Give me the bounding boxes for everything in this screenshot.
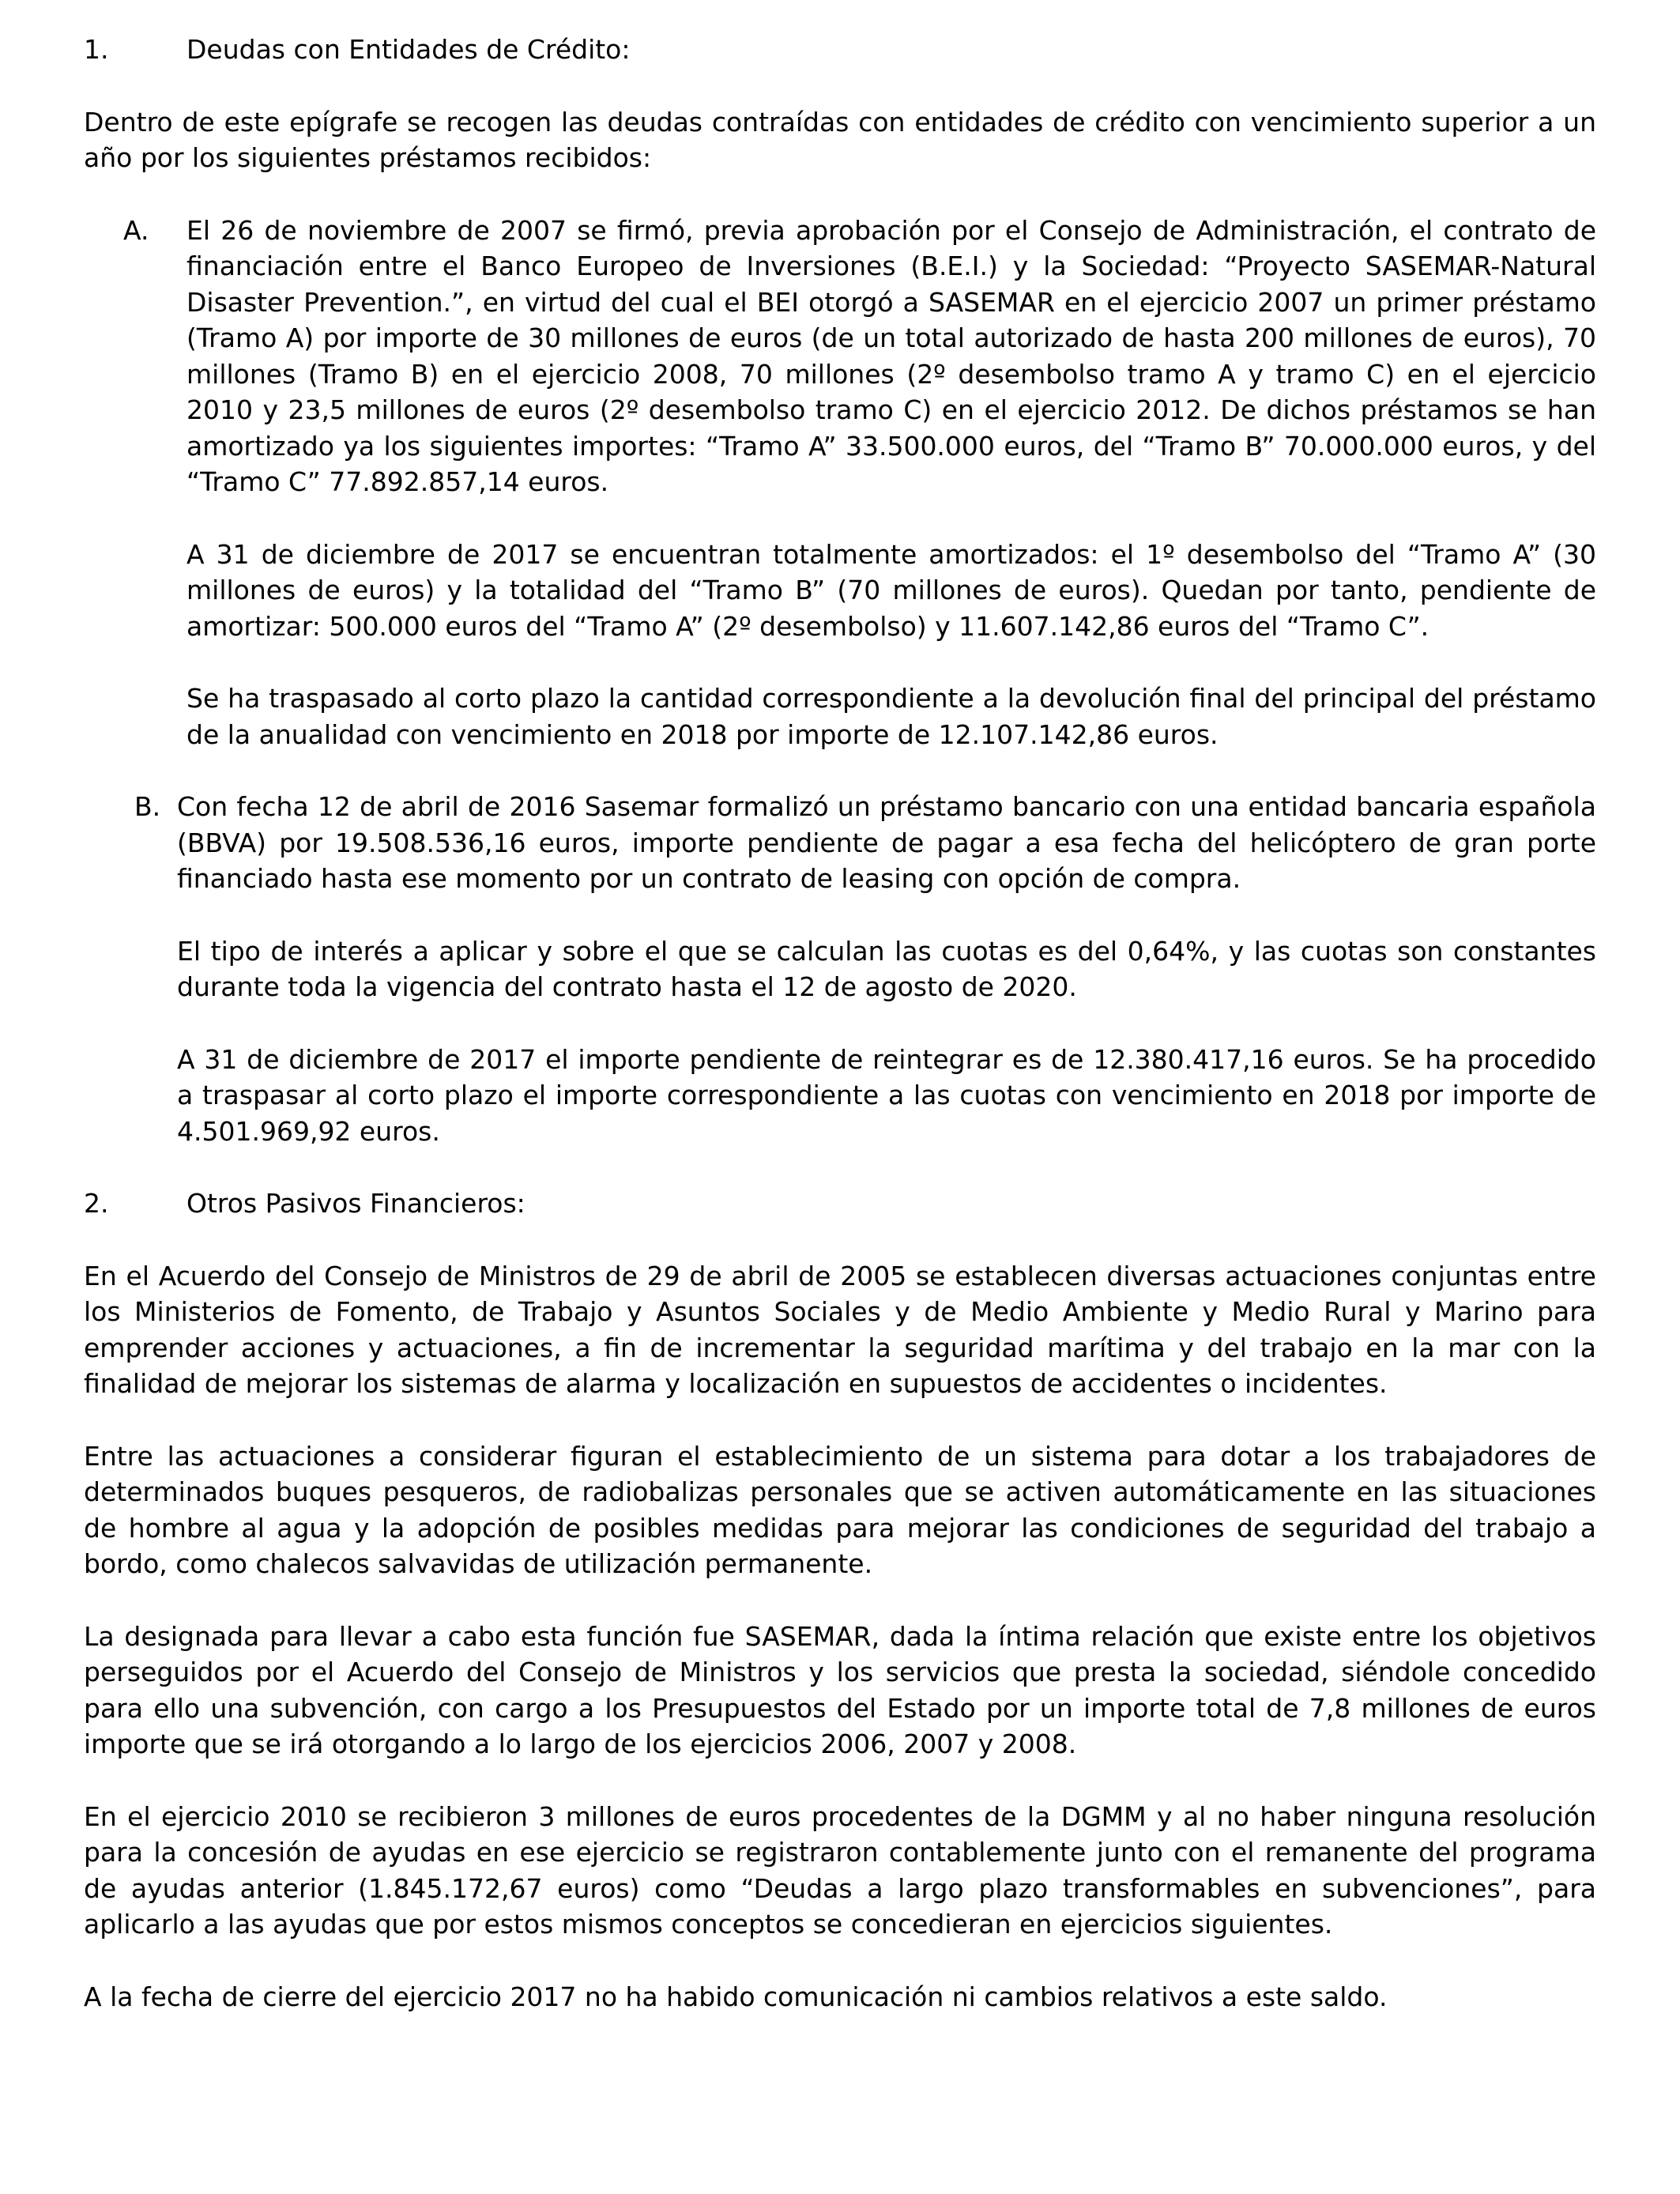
section-2-title: Otros Pasivos Financieros: <box>186 1188 525 1219</box>
section-1-number: 1. <box>84 34 109 65</box>
section-2-heading <box>84 1186 1596 1222</box>
item-b-paragraph-3: A 31 de diciembre de 2017 el importe pendiente de reintegrar es de 12.380.417,16 euros. Se ha procedido a traspasar al corto plazo el importe correspondiente a las cuotas con vencimiento en 2018 por importe de 4.501.969,92 euros. <box>177 1043 1596 1147</box>
item-b-paragraph-2: El tipo de interés a aplicar y sobre el que se calculan las cuotas es del 0,64%, y las cuotas son constantes durante toda la vigencia del contrato hasta el 12 de agosto de 2020. <box>177 935 1596 1002</box>
section-2-paragraph-1: En el Acuerdo del Consejo de Ministros de 29 de abril de 2005 se establecen diversas actuaciones conjuntas entre los Ministerios de Fomento, de Trabajo y Asuntos Sociales y de Medio Ambiente y Medio Rural y Marino para emprender acciones y actuaciones, a fin de incrementar la seguridad marítima y del trabajo en la mar con la finalidad de mejorar los sistemas de alarma y localización en supuestos de accidentes o incidentes. <box>84 1260 1596 1399</box>
list-item-a-letter: A. <box>123 214 149 246</box>
item-a-paragraph-3: Se ha traspasado al corto plazo la cantidad correspondiente a la devolución final del principal del préstamo de la anualidad con vencimiento en 2018 por importe de 12.107.142,86 euros. <box>186 683 1596 750</box>
section-1-intro: Dentro de este epígrafe se recogen las deudas contraídas con entidades de crédito con vencimiento superior a un año por los siguientes préstamos recibidos: <box>84 106 1596 173</box>
document-page <box>84 32 1596 2015</box>
section-2-paragraph-3: La designada para llevar a cabo esta función fue SASEMAR, dada la íntima relación que existe entre los objetivos perseguidos por el Acuerdo del Consejo de Ministros y los servicios que presta la sociedad, siéndole concedido para ello una subvención, con cargo a los Presupuestos del Estado por un importe total de 7,8 millones de euros importe que se irá otorgando a lo largo de los ejercicios 2006, 2007 y 2008. <box>84 1620 1596 1759</box>
item-a-paragraph-1: El 26 de noviembre de 2007 se firmó, previa aprobación por el Consejo de Administración, el contrato de financiación entre el Banco Europeo de Inversiones (B.E.I.) y la Sociedad: “Proyecto SASEMAR-Natural Disaster Prevention.”, en virtud del cual el BEI otorgó a SASEMAR en el ejercicio 2007 un primer préstamo (Tramo A) por importe de 30 millones de euros (de un total autorizado de hasta 200 millones de euros), 70 millones (Tramo B) en el ejercicio 2008, 70 millones (2º desembolso tramo A y tramo C) en el ejercicio 2010 y 23,5 millones de euros (2º desembolso tramo C) en el ejercicio 2012. De dichos préstamos se han amortizado ya los siguientes importes: “Tramo A” 33.500.000 euros, del “Tramo B” 70.000.000 euros, y del “Tramo C” 77.892.857,14 euros. <box>186 214 1596 497</box>
list-item-a <box>84 213 1596 753</box>
item-b-paragraph-1: Con fecha 12 de abril de 2016 Sasemar formalizó un préstamo bancario con una entidad bancaria española (BBVA) por 19.508.536,16 euros, importe pendiente de pagar a esa fecha del helicóptero de gran porte financiado hasta ese momento por un contrato de leasing con opción de compra. <box>177 791 1596 894</box>
section-1-heading <box>84 32 1596 68</box>
section-2-paragraph-2: Entre las actuaciones a considerar figuran el establecimiento de un sistema para dotar a los trabajadores de determinados buques pesqueros, de radiobalizas personales que se activen automáticamente en las situaciones de hombre al agua y la adopción de posibles medidas para mejorar las condiciones de seguridad del trabajo a bordo, como chalecos salvavidas de utilización permanente. <box>84 1440 1596 1579</box>
section-2-number: 2. <box>84 1188 109 1219</box>
list-item-b-letter: B. <box>134 791 161 822</box>
section-1-title: Deudas con Entidades de Crédito: <box>186 34 631 65</box>
item-a-paragraph-2: A 31 de diciembre de 2017 se encuentran totalmente amortizados: el 1º desembolso del “Tramo A” (30 millones de euros) y la totalidad del “Tramo B” (70 millones de euros). Quedan por tanto, pendiente de amortizar: 500.000 euros del “Tramo A” (2º desembolso) y 11.607.142,86 euros del “Tramo C”. <box>186 538 1596 642</box>
section-2-paragraph-4: En el ejercicio 2010 se recibieron 3 millones de euros procedentes de la DGMM y al no haber ninguna resolución para la concesión de ayudas en ese ejercicio se registraron contablemente junto con el remanente del programa de ayudas anterior (1.845.172,67 euros) como “Deudas a largo plazo transformables en subvenciones”, para aplicarlo a las ayudas que por estos mismos conceptos se concedieran en ejercicios siguientes. <box>84 1800 1596 1940</box>
list-item-b <box>84 789 1596 1149</box>
section-2-paragraph-5: A la fecha de cierre del ejercicio 2017 no ha habido comunicación ni cambios relativos a este saldo. <box>84 1981 1388 2012</box>
